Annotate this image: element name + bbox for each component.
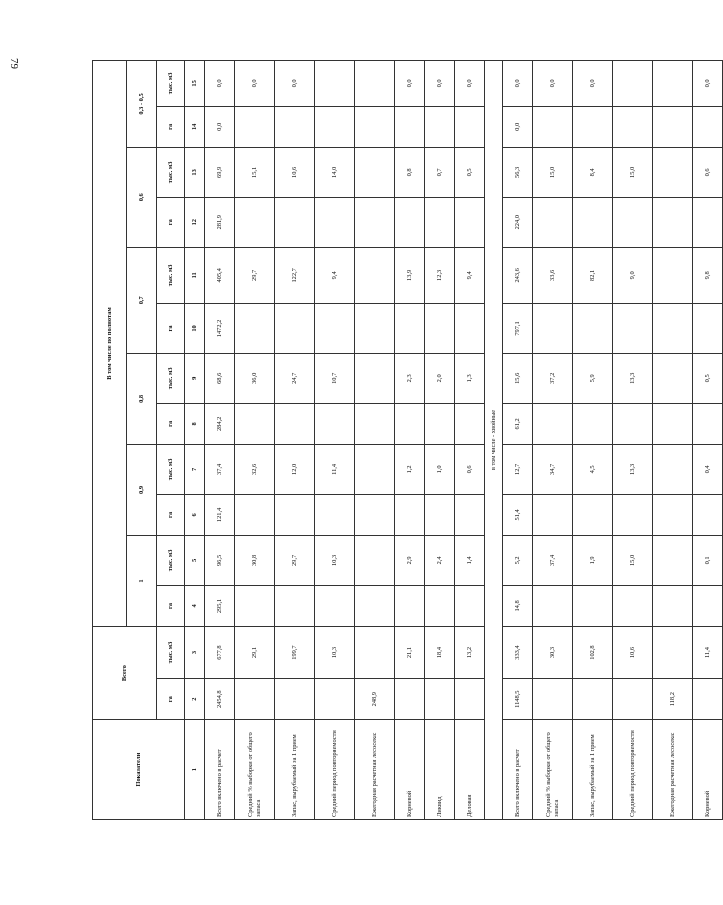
table-cell: 56,3 xyxy=(503,147,533,197)
table-cell: 797,1 xyxy=(503,304,533,354)
table-cell: 0,8 xyxy=(395,147,425,197)
table-cell: 36,0 xyxy=(235,353,275,403)
table-cell xyxy=(455,403,485,444)
header-density-group: 0,3 - 0,5 xyxy=(127,61,157,148)
row-label: Ежегодная расчетная лесосека: xyxy=(653,720,693,820)
table-cell: 12,3 xyxy=(425,247,455,303)
table-cell xyxy=(355,304,395,354)
table-row xyxy=(315,61,355,820)
table-cell xyxy=(235,403,275,444)
table-cell xyxy=(533,585,573,626)
table-cell xyxy=(235,585,275,626)
header-unit-volume: тыс. м3 xyxy=(157,627,185,679)
table-cell xyxy=(653,197,693,247)
table-cell: 0,6 xyxy=(693,147,723,197)
table-cell: 51,4 xyxy=(503,494,533,535)
table-cell: 9,4 xyxy=(315,247,355,303)
table-cell: 243,6 xyxy=(503,247,533,303)
table-cell: 13,9 xyxy=(395,247,425,303)
table-cell xyxy=(653,627,693,679)
table-row xyxy=(503,61,533,820)
table-cell: 10,3 xyxy=(315,627,355,679)
table-cell xyxy=(573,494,613,535)
header-indicators: Показатели xyxy=(93,720,185,820)
table-cell xyxy=(395,403,425,444)
header-total: Всего xyxy=(93,627,157,720)
table-cell xyxy=(613,585,653,626)
table-cell xyxy=(455,197,485,247)
table-cell xyxy=(573,585,613,626)
table-cell xyxy=(573,106,613,147)
table-cell: 29,7 xyxy=(275,535,315,585)
table-cell xyxy=(653,535,693,585)
table-cell xyxy=(425,304,455,354)
table-cell xyxy=(355,444,395,494)
table-row xyxy=(235,61,275,820)
table-cell xyxy=(315,403,355,444)
table-cell: 0,0 xyxy=(235,61,275,107)
table-cell: 37,2 xyxy=(533,353,573,403)
table-cell: 102,8 xyxy=(573,627,613,679)
table-cell xyxy=(533,304,573,354)
table-cell: 5,9 xyxy=(573,353,613,403)
table-cell: 677,8 xyxy=(205,627,235,679)
table-cell: 0,0 xyxy=(693,61,723,107)
table-cell xyxy=(653,353,693,403)
table-cell xyxy=(573,197,613,247)
table-cell xyxy=(455,585,485,626)
table-cell: 284,2 xyxy=(205,403,235,444)
header-unit-volume: тыс. м3 xyxy=(157,61,185,107)
header-unit-volume: тыс. м3 xyxy=(157,444,185,494)
table-cell: 14,0 xyxy=(315,147,355,197)
table-cell xyxy=(315,585,355,626)
table-cell xyxy=(315,197,355,247)
header-column-number: 5 xyxy=(185,535,205,585)
table-cell xyxy=(315,61,355,107)
row-label: Всего включено в расчет xyxy=(503,720,533,820)
table-cell: 281,9 xyxy=(205,197,235,247)
table-cell: 1472,2 xyxy=(205,304,235,354)
header-unit-ha: га xyxy=(157,304,185,354)
table-cell xyxy=(693,679,723,720)
header-column-number: 2 xyxy=(185,679,205,720)
header-column-number: 3 xyxy=(185,627,205,679)
table-cell: 29,1 xyxy=(235,627,275,679)
table-cell xyxy=(653,494,693,535)
table-cell: 5,2 xyxy=(503,535,533,585)
table-row xyxy=(573,61,613,820)
table-cell: 68,6 xyxy=(205,353,235,403)
table-cell: 33,6 xyxy=(533,247,573,303)
header-column-number: 4 xyxy=(185,585,205,626)
table-cell xyxy=(275,585,315,626)
column-numbers-row xyxy=(185,61,205,820)
table-cell: 11,4 xyxy=(315,444,355,494)
table-cell: 1,2 xyxy=(395,444,425,494)
table-row xyxy=(533,61,573,820)
table-cell: 21,1 xyxy=(395,627,425,679)
table-cell xyxy=(613,61,653,107)
header-unit-volume: тыс. м3 xyxy=(157,535,185,585)
table-row xyxy=(425,61,455,820)
table-cell: 32,6 xyxy=(235,444,275,494)
table-row xyxy=(653,61,693,820)
table-cell xyxy=(455,679,485,720)
table-cell: 1,4 xyxy=(455,535,485,585)
table-cell xyxy=(573,403,613,444)
table-cell xyxy=(455,494,485,535)
table-row xyxy=(205,61,235,820)
table-row xyxy=(613,61,653,820)
table-cell: 15,0 xyxy=(613,147,653,197)
header-column-number: 7 xyxy=(185,444,205,494)
table-cell: 8,4 xyxy=(573,147,613,197)
header-unit-volume: тыс. м3 xyxy=(157,353,185,403)
table-cell: 10,7 xyxy=(315,353,355,403)
table-cell: 15,1 xyxy=(235,147,275,197)
section-label: в том числе - хвойные xyxy=(485,61,503,820)
table-cell: 37,4 xyxy=(533,535,573,585)
row-label: Средний период повторяемости xyxy=(315,720,355,820)
header-by-density: В том числе по полнотам xyxy=(93,61,127,627)
table-cell: 295,1 xyxy=(205,585,235,626)
table-cell xyxy=(693,197,723,247)
table-cell: 14,8 xyxy=(503,585,533,626)
header-column-number: 6 xyxy=(185,494,205,535)
header-density-group: 1 xyxy=(127,535,157,626)
table-cell: 10,6 xyxy=(275,147,315,197)
table-cell: 34,7 xyxy=(533,444,573,494)
header-column-number: 8 xyxy=(185,403,205,444)
table-cell xyxy=(573,304,613,354)
table-cell: 10,3 xyxy=(315,535,355,585)
row-label: Запас, вырубаемый за 1 прием xyxy=(275,720,315,820)
table-cell: 0,5 xyxy=(455,147,485,197)
table-cell xyxy=(653,444,693,494)
table-cell: 224,0 xyxy=(503,197,533,247)
table-cell xyxy=(693,304,723,354)
table-cell xyxy=(355,585,395,626)
table-cell: 13,3 xyxy=(613,444,653,494)
table-cell: 2,0 xyxy=(425,353,455,403)
table-cell: 0,0 xyxy=(455,61,485,107)
table-cell: 4,5 xyxy=(573,444,613,494)
table-cell xyxy=(355,247,395,303)
table-cell: 1,0 xyxy=(425,444,455,494)
table-cell: 24,7 xyxy=(275,353,315,403)
header-density-group: 0,9 xyxy=(127,444,157,535)
table-cell xyxy=(653,304,693,354)
table-cell xyxy=(653,247,693,303)
table-cell: 69,9 xyxy=(205,147,235,197)
table-cell xyxy=(395,197,425,247)
table-cell xyxy=(275,197,315,247)
table-cell xyxy=(275,304,315,354)
page-number: 79 xyxy=(8,58,20,69)
table-cell xyxy=(395,494,425,535)
table-cell xyxy=(425,106,455,147)
table-cell xyxy=(653,61,693,107)
table-cell xyxy=(275,679,315,720)
table-cell: 0,0 xyxy=(533,61,573,107)
header-unit-ha: га xyxy=(157,106,185,147)
table-cell xyxy=(613,679,653,720)
table-cell: 199,7 xyxy=(275,627,315,679)
table-cell: 1,3 xyxy=(455,353,485,403)
table-cell: 1148,5 xyxy=(503,679,533,720)
table-cell: 30,8 xyxy=(235,535,275,585)
table-cell xyxy=(425,403,455,444)
units-row xyxy=(157,61,185,820)
table-cell: 118,2 xyxy=(653,679,693,720)
table-header xyxy=(93,61,205,820)
table-cell: 13,3 xyxy=(613,353,653,403)
table-cell: 0,6 xyxy=(455,444,485,494)
table-cell: 0,0 xyxy=(503,106,533,147)
table-cell: 12,7 xyxy=(503,444,533,494)
table-cell: 13,2 xyxy=(455,627,485,679)
table-cell: 248,9 xyxy=(355,679,395,720)
table-cell xyxy=(355,627,395,679)
table-cell xyxy=(235,197,275,247)
table-cell xyxy=(613,304,653,354)
table-cell: 15,0 xyxy=(533,147,573,197)
table-cell xyxy=(653,106,693,147)
table-cell xyxy=(425,494,455,535)
table-cell xyxy=(275,403,315,444)
row-label: Запас, вырубаемый за 1 прием xyxy=(573,720,613,820)
table-cell: 9,8 xyxy=(693,247,723,303)
table-row xyxy=(355,61,395,820)
row-label: Деловая xyxy=(455,720,485,820)
table-cell: 405,4 xyxy=(205,247,235,303)
table-cell xyxy=(275,106,315,147)
header-column-number: 13 xyxy=(185,147,205,197)
table-cell: 1,9 xyxy=(573,535,613,585)
table-cell xyxy=(455,304,485,354)
table-cell: 0,0 xyxy=(573,61,613,107)
rotated-table-container xyxy=(92,60,711,820)
table-cell xyxy=(355,147,395,197)
table-cell: 82,1 xyxy=(573,247,613,303)
table-cell: 0,5 xyxy=(693,353,723,403)
header-unit-ha: га xyxy=(157,679,185,720)
table-cell xyxy=(355,403,395,444)
table-cell xyxy=(355,353,395,403)
table-cell: 37,4 xyxy=(205,444,235,494)
table-cell: 2,9 xyxy=(395,535,425,585)
header-unit-volume: тыс. м3 xyxy=(157,247,185,303)
table-cell: 0,4 xyxy=(693,444,723,494)
table-cell: 29,7 xyxy=(235,247,275,303)
table-cell xyxy=(395,679,425,720)
table-cell: 9,0 xyxy=(613,247,653,303)
table-cell: 0,0 xyxy=(205,61,235,107)
header-unit-volume: тыс. м3 xyxy=(157,147,185,197)
table-cell xyxy=(395,304,425,354)
table-cell xyxy=(315,679,355,720)
table-cell: 0,0 xyxy=(395,61,425,107)
table-cell xyxy=(533,106,573,147)
header-unit-ha: га xyxy=(157,494,185,535)
table-cell: 122,7 xyxy=(275,247,315,303)
table-cell xyxy=(275,494,315,535)
row-label: Средний % выборки от общего запаса xyxy=(235,720,275,820)
table-cell xyxy=(533,403,573,444)
table-cell xyxy=(693,585,723,626)
table-cell xyxy=(613,494,653,535)
table-cell xyxy=(653,403,693,444)
table-row xyxy=(275,61,315,820)
table-cell: 333,4 xyxy=(503,627,533,679)
table-cell xyxy=(693,106,723,147)
row-label: Ежегодная расчетная лесосека: xyxy=(355,720,395,820)
row-label: Всего включено в расчет xyxy=(205,720,235,820)
table-cell: 2454,8 xyxy=(205,679,235,720)
table-cell: 0,1 xyxy=(693,535,723,585)
table-cell xyxy=(355,535,395,585)
header-density-group: 0,7 xyxy=(127,247,157,353)
row-label: Корневой xyxy=(693,720,723,820)
table-row xyxy=(395,61,425,820)
table-cell xyxy=(425,585,455,626)
table-cell xyxy=(653,147,693,197)
table-cell xyxy=(395,106,425,147)
table-cell: 0,0 xyxy=(425,61,455,107)
header-density-group: 0,6 xyxy=(127,147,157,247)
table-cell xyxy=(235,679,275,720)
header-column-number: 11 xyxy=(185,247,205,303)
header-column-number: 15 xyxy=(185,61,205,107)
table-cell xyxy=(425,197,455,247)
table-cell xyxy=(395,585,425,626)
row-label: Корневой xyxy=(395,720,425,820)
table-cell xyxy=(653,585,693,626)
table-cell xyxy=(235,106,275,147)
table-cell: 0,0 xyxy=(503,61,533,107)
table-cell xyxy=(235,304,275,354)
table-cell: 18,4 xyxy=(425,627,455,679)
table-row xyxy=(455,61,485,820)
table-cell xyxy=(355,106,395,147)
header-unit-ha: га xyxy=(157,197,185,247)
table-cell: 61,2 xyxy=(503,403,533,444)
density-table xyxy=(92,60,723,820)
table-cell xyxy=(425,679,455,720)
table-cell xyxy=(355,61,395,107)
row-label: Средний период повторяемости xyxy=(613,720,653,820)
table-cell: 12,0 xyxy=(275,444,315,494)
table-cell: 15,6 xyxy=(503,353,533,403)
table-cell xyxy=(355,197,395,247)
table-cell xyxy=(693,403,723,444)
table-cell xyxy=(533,494,573,535)
header-column-number: 1 xyxy=(185,720,205,820)
table-cell: 2,3 xyxy=(395,353,425,403)
table-cell xyxy=(533,197,573,247)
table-cell: 96,5 xyxy=(205,535,235,585)
table-cell: 15,0 xyxy=(613,535,653,585)
table-cell: 11,4 xyxy=(693,627,723,679)
table-cell: 0,0 xyxy=(275,61,315,107)
table-cell: 10,6 xyxy=(613,627,653,679)
table-cell xyxy=(693,494,723,535)
table-cell xyxy=(613,106,653,147)
table-body xyxy=(205,61,723,820)
table-cell xyxy=(455,106,485,147)
row-label: Ликвид xyxy=(425,720,455,820)
table-cell xyxy=(573,679,613,720)
table-cell xyxy=(355,494,395,535)
table-cell: 0,7 xyxy=(425,147,455,197)
table-cell: 9,4 xyxy=(455,247,485,303)
table-cell xyxy=(533,679,573,720)
header-unit-ha: га xyxy=(157,585,185,626)
header-unit-ha: га xyxy=(157,403,185,444)
row-label: Средний % выборки от общего запаса xyxy=(533,720,573,820)
table-cell xyxy=(235,494,275,535)
header-column-number: 9 xyxy=(185,353,205,403)
section-row xyxy=(485,61,503,820)
table-cell xyxy=(613,197,653,247)
header-column-number: 12 xyxy=(185,197,205,247)
table-row xyxy=(693,61,723,820)
table-cell: 0,0 xyxy=(205,106,235,147)
table-cell: 121,4 xyxy=(205,494,235,535)
table-cell: 30,3 xyxy=(533,627,573,679)
table-cell xyxy=(315,106,355,147)
table-cell: 2,4 xyxy=(425,535,455,585)
table-cell xyxy=(315,304,355,354)
header-density-group: 0,8 xyxy=(127,353,157,444)
table-cell xyxy=(315,494,355,535)
header-column-number: 10 xyxy=(185,304,205,354)
table-cell xyxy=(613,403,653,444)
header-column-number: 14 xyxy=(185,106,205,147)
